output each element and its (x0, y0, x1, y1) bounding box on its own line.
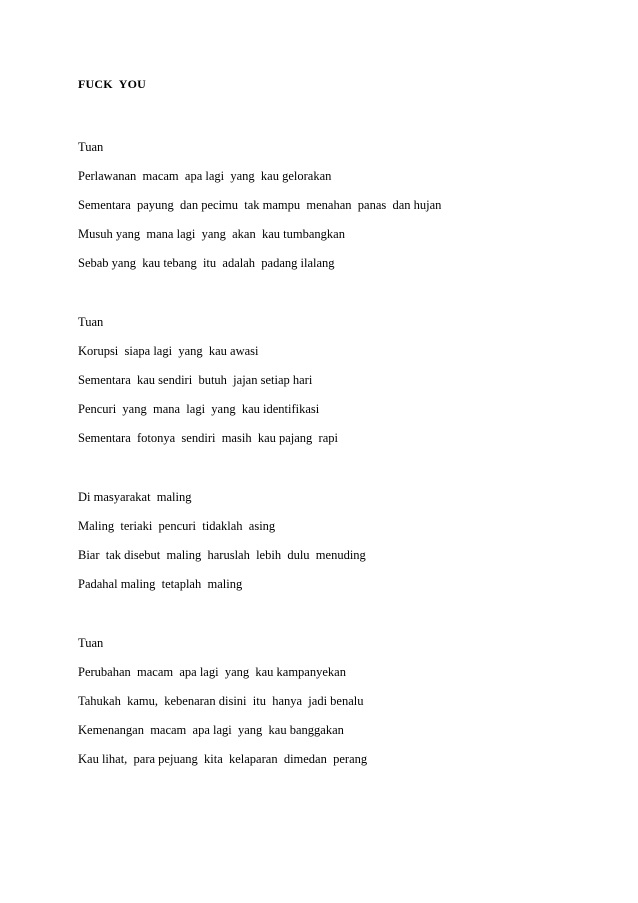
stanza-1-line-5: Sebab yang kau tebang itu adalah padang ilalang (78, 256, 335, 270)
stanza-2-line-1: Tuan (78, 315, 104, 329)
stanza-3-line-1: Di masyarakat maling (78, 490, 192, 504)
stanza-2-line-2: Korupsi siapa lagi yang kau awasi (78, 344, 259, 358)
stanza-2-line-5: Sementara fotonya sendiri masih kau pajang rapi (78, 431, 338, 445)
stanza-4-line-3: Tahukah kamu, kebenaran disini itu hanya jadi benalu (78, 694, 364, 708)
stanza-2-line-4: Pencuri yang mana lagi yang kau identifikasi (78, 402, 320, 416)
stanza-1-line-3: Sementara payung dan pecimu tak mampu menahan panas dan hujan (78, 198, 442, 212)
stanza-1-line-1: Tuan (78, 140, 104, 154)
stanza-4-line-5: Kau lihat, para pejuang kita kelaparan dimedan perang (78, 752, 368, 766)
poem-title: FUCK YOU (78, 77, 147, 91)
stanza-3-line-4: Padahal maling tetaplah maling (78, 577, 243, 591)
stanza-3-line-3: Biar tak disebut maling haruslah lebih dulu menuding (78, 548, 366, 562)
stanza-2-line-3: Sementara kau sendiri butuh jajan setiap hari (78, 373, 313, 387)
stanza-1-line-4: Musuh yang mana lagi yang akan kau tumbangkan (78, 227, 345, 241)
stanza-3-line-2: Maling teriaki pencuri tidaklah asing (78, 519, 276, 533)
stanza-4-line-4: Kemenangan macam apa lagi yang kau banggakan (78, 723, 344, 737)
stanza-4-line-1: Tuan (78, 636, 104, 650)
stanza-4-line-2: Perubahan macam apa lagi yang kau kampanyekan (78, 665, 346, 679)
stanza-1-line-2: Perlawanan macam apa lagi yang kau gelorakan (78, 169, 332, 183)
